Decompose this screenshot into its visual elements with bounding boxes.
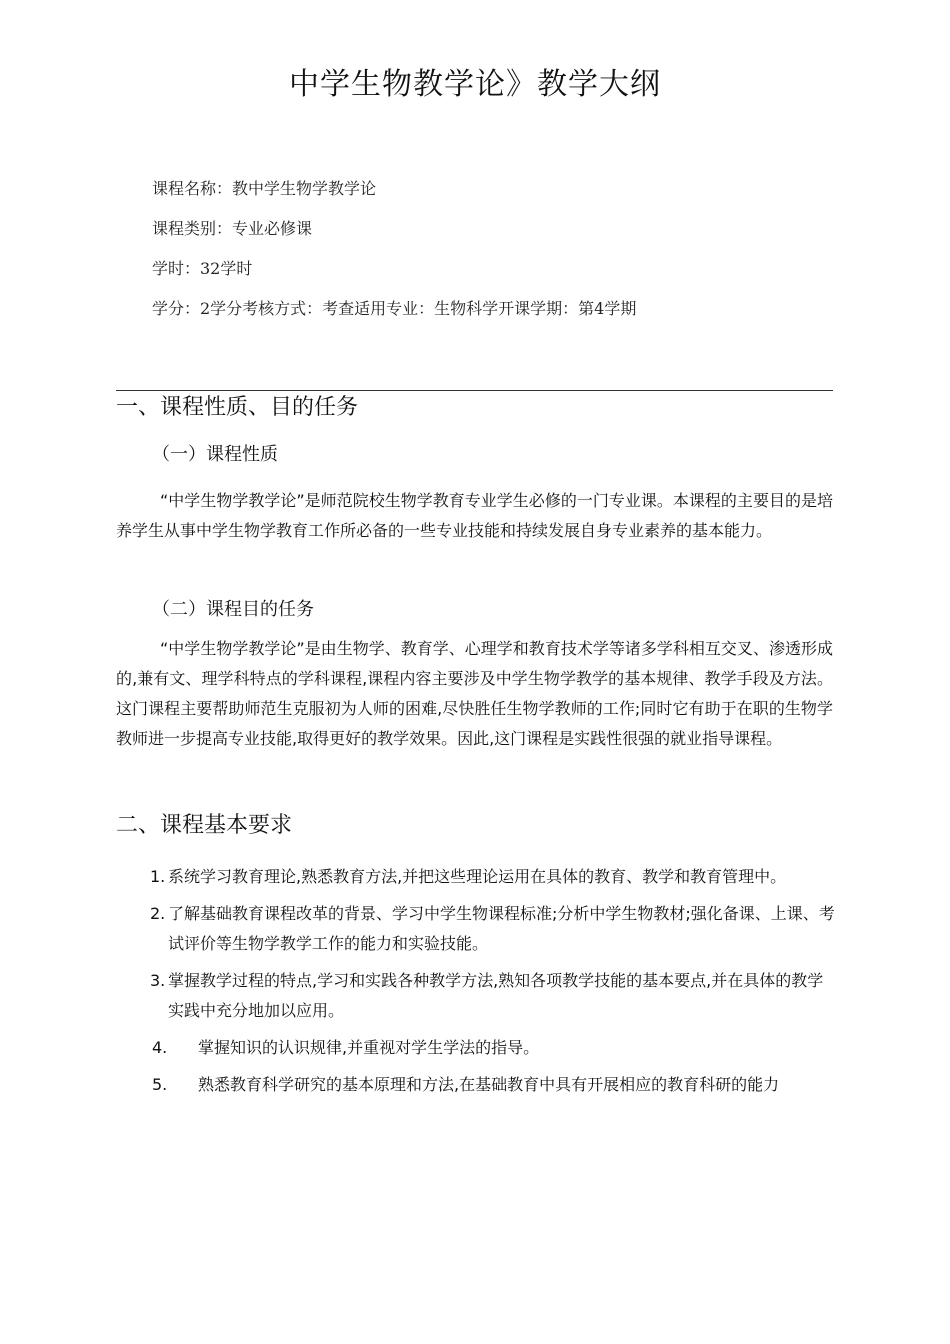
- list-item: 5. 熟悉教育科学研究的基本原理和方法,在基础教育中具有开展相应的教育科研的能力: [152, 1075, 780, 1094]
- section-1-2-text: “中学生物学教学论”是由生物学、教育学、心理学和教育技术学等诸多学科相互交叉、渗透形成的,兼有文、理学科特点的学科课程,课程内容主要涉及中学生物学教学的基本规律、教学手段及方法。这门课程主要帮助师范生克服初为人师的困难,尽快胜任生物学教师的工作;同时它有助于在职的生物学教师进一步提高专业技能,取得更好的教学效果。因此,这门课程是实践性很强的就业指导课程。: [116, 639, 833, 748]
- course-name: 课程名称：教中学生物学教学论: [152, 179, 377, 198]
- list-item: 2. 了解基础教育课程改革的背景、学习中学生物课程标准;分析中学生物教材;强化备课、上课、考试评价等生物学教学工作的能力和实验技能。: [150, 904, 835, 953]
- section-1-heading: 一、课程性质、目的任务: [116, 395, 359, 420]
- section-1-1-heading: （一）课程性质: [152, 444, 278, 465]
- course-hours: 学时：32学时: [152, 259, 253, 278]
- course-credits: 学分：2学分考核方式：考查适用专业：生物科学开课学期：第4学期: [152, 299, 637, 318]
- section-1-2-heading: （二）课程目的任务: [152, 599, 314, 620]
- course-info: [152, 174, 852, 334]
- section-divider: [116, 390, 833, 391]
- document-title: 中学生物教学论》教学大纲: [289, 67, 661, 102]
- list-item: 1. 系统学习教育理论,熟悉教育方法,并把这些理论运用在具体的教育、教学和教育管理中。: [150, 867, 787, 886]
- section-1-1-text: “中学生物学教学论”是师范院校生物学教育专业学生必修的一门专业课。本课程的主要目的是培养学生从事中学生物学教育工作所必备的一些专业技能和持续发展自身专业素养的基本能力。: [116, 491, 833, 540]
- list-item: 3. 掌握教学过程的特点,学习和实践各种教学方法,熟知各项教学技能的基本要点,并在具体的教学实践中充分地加以应用。: [150, 971, 824, 1020]
- list-item: 4. 掌握知识的认识规律,并重视对学生学法的指导。: [152, 1038, 540, 1057]
- course-type: 课程类别：专业必修课: [152, 219, 313, 238]
- requirements-list: [116, 862, 836, 1107]
- section-2-heading: 二、课程基本要求: [116, 813, 293, 838]
